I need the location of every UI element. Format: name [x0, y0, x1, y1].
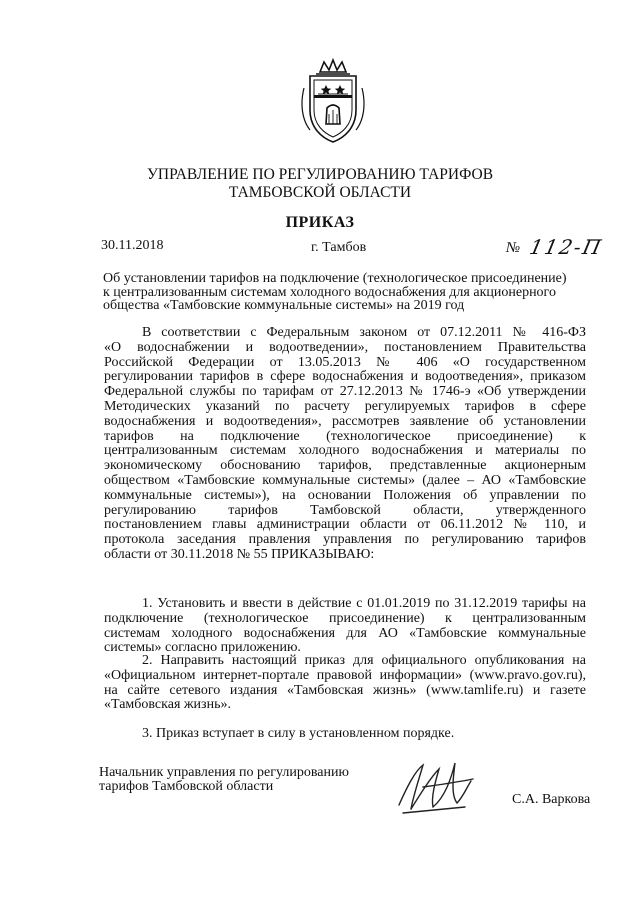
order-item-3 — [104, 727, 586, 742]
item-line: «Официальном интернет-портале правовой информации» (www.pravo.gov.ru), — [104, 667, 586, 683]
document-number-label: № — [506, 240, 521, 256]
preamble-line: Российской Федерации от 13.05.2013 № 406 «О государственном — [104, 354, 586, 370]
preamble-line: области от 30.11.2018 № 55 ПРИКАЗЫВАЮ: — [104, 546, 375, 562]
subject-line: общества «Тамбовские коммунальные системы» на 2019 год — [103, 298, 465, 313]
preamble-line: протокола заседания правления управления по регулированию тарифов — [104, 532, 586, 548]
item-line: 3. Приказ вступает в силу в установленном порядке. — [142, 726, 455, 741]
preamble-line: коммунальные системы»), на основании Положения об управлении по — [104, 487, 586, 503]
preamble-line: регулированию тарифов Тамбовской области, утвержденного — [104, 502, 586, 518]
item-line: «Тамбовская жизнь». — [104, 697, 231, 713]
item-line: 1. Установить и ввести в действие с 01.01.2019 по 31.12.2019 тарифы на — [142, 596, 586, 611]
item-line: системы» согласно приложению. — [104, 640, 301, 656]
preamble-line: «О водоснабжении и водоотведении», постановлением Правительства — [104, 339, 586, 355]
item-line: системам холодного водоснабжения для АО «Тамбовские коммунальные — [104, 625, 586, 641]
organization-name-line1: УПРАВЛЕНИЕ ПО РЕГУЛИРОВАНИЮ ТАРИФОВ — [146, 166, 494, 183]
document-number-handwritten: 112-П — [527, 235, 605, 259]
preamble-line: водоснабжения и водоотведения», рассмотрев заявление об установлении — [104, 413, 586, 429]
item-line: на сайте сетевого издания «Тамбовская жизнь» (www.tamlife.ru) и газете — [104, 682, 586, 698]
item-line: 2. Направить настоящий приказ для официального опубликования на — [142, 653, 586, 668]
signer-position — [99, 766, 349, 794]
preamble-line: экономическому обоснованию тарифов, представленные акционерным — [104, 458, 586, 474]
preamble-line: постановлением главы администрации области от 06.11.2012 № 110, и — [104, 517, 586, 533]
order-item-1 — [104, 597, 586, 656]
preamble-line: Федеральной службы по тарифам от 27.12.2013 № 1746-э «Об утверждении — [104, 384, 586, 400]
preamble-line: централизованным системам холодного водоснабжения и материалы по — [104, 443, 586, 459]
organization-name-line2: ТАМБОВСКОЙ ОБЛАСТИ — [228, 184, 412, 201]
document-date: 30.11.2018 — [101, 238, 164, 253]
signer-position-line2: тарифов Тамбовской области — [99, 779, 274, 794]
preamble-line: Методических указаний по расчету регулируемых тарифов в сфере — [104, 398, 586, 414]
item-line: подключение (технологическое присоединение) к централизованным — [104, 610, 586, 626]
subject-line: к централизованным системам холодного водоснабжения для акционерного — [103, 284, 556, 300]
order-item-2 — [104, 654, 586, 713]
handwritten-signature — [393, 757, 493, 817]
subject-line: Об установлении тарифов на подключение (технологическое присоединение) — [103, 271, 567, 286]
preamble-line: тарифов на подключение (технологическое присоединение) к — [104, 428, 586, 444]
document-subject — [103, 272, 593, 313]
signer-name: С.А. Варкова — [512, 792, 591, 807]
preamble-line: регулировании тарифов в сфере водоснабжения и водоотведения», приказом — [104, 369, 586, 385]
document-city: г. Тамбов — [311, 240, 367, 255]
preamble-line: обществом «Тамбовские коммунальные системы» (далее – АО «Тамбовские — [104, 472, 586, 488]
signer-position-line1: Начальник управления по регулированию — [99, 765, 349, 780]
document-title: ПРИКАЗ — [285, 214, 355, 231]
coat-of-arms-emblem — [300, 58, 366, 144]
preamble-paragraph — [104, 326, 586, 563]
preamble-line: В соответствии с Федеральным законом от 07.12.2011 № 416-ФЗ — [142, 325, 586, 340]
